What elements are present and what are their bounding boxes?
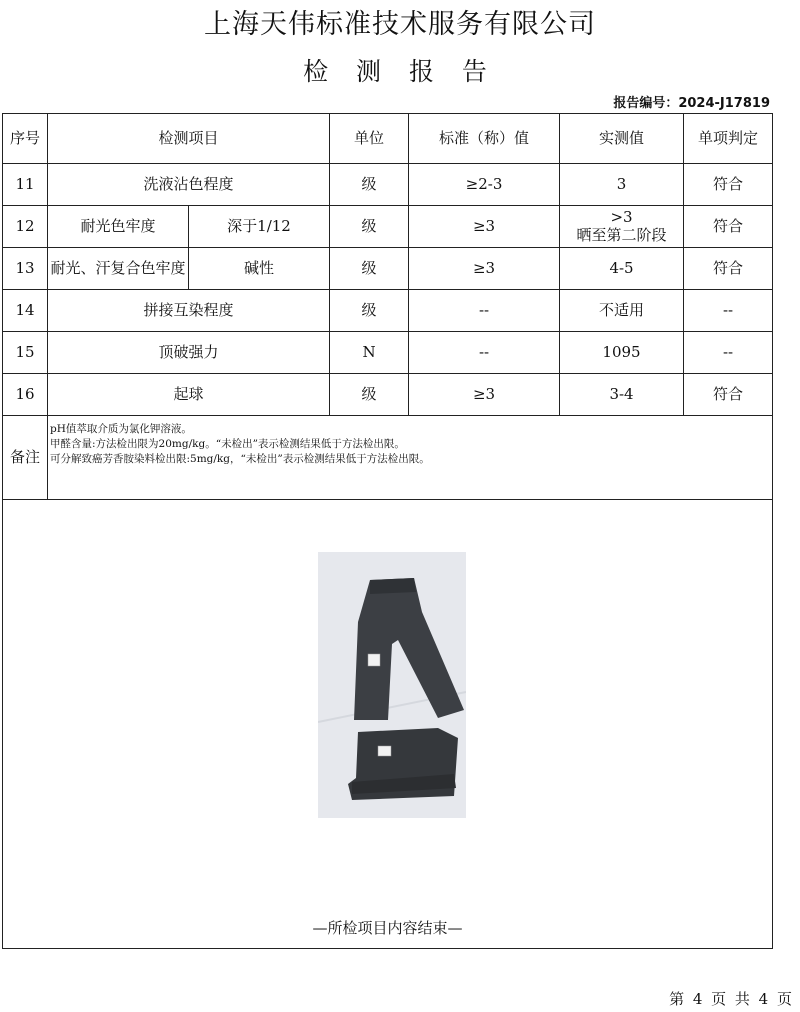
results-table bbox=[2, 113, 773, 949]
table-row bbox=[3, 164, 773, 206]
row-unit: 级 bbox=[330, 290, 409, 332]
row-unit: N bbox=[330, 332, 409, 374]
row-item: 洗液沾色程度 bbox=[48, 164, 330, 206]
row-no: 13 bbox=[3, 248, 48, 290]
row-standard: ≥2-3 bbox=[409, 164, 560, 206]
row-measured: 3-4 bbox=[560, 374, 684, 416]
remark-line: 可分解致癌芳香胺染料检出限:5mg/kg，“未检出”表示检测结果低于方法检出限。 bbox=[50, 453, 430, 466]
row-measured: 3 bbox=[560, 164, 684, 206]
row-subitem: 深于1/12 bbox=[189, 206, 330, 248]
row-item: 耐光色牢度 bbox=[48, 206, 189, 248]
row-measured: >3 bbox=[610, 208, 633, 227]
row-unit: 级 bbox=[330, 206, 409, 248]
row-verdict: 符合 bbox=[684, 248, 773, 290]
row-no: 14 bbox=[3, 290, 48, 332]
column-header-standard: 标准（称）值 bbox=[409, 114, 560, 164]
sample-photo bbox=[318, 552, 466, 818]
photo-cell bbox=[3, 500, 773, 949]
row-standard: ≥3 bbox=[409, 206, 560, 248]
row-unit: 级 bbox=[330, 164, 409, 206]
remarks-label: 备注 bbox=[3, 416, 48, 500]
remarks-text bbox=[48, 416, 773, 500]
row-standard: -- bbox=[409, 290, 560, 332]
row-no: 11 bbox=[3, 164, 48, 206]
row-verdict: 符合 bbox=[684, 374, 773, 416]
row-verdict: -- bbox=[684, 332, 773, 374]
row-measured-note: 晒至第二阶段 bbox=[576, 225, 667, 244]
column-header-unit: 单位 bbox=[330, 114, 409, 164]
row-standard: ≥3 bbox=[409, 374, 560, 416]
row-no: 12 bbox=[3, 206, 48, 248]
row-item: 顶破强力 bbox=[48, 332, 330, 374]
remark-line: 甲醛含量:方法检出限为20mg/kg。“未检出”表示检测结果低于方法检出限。 bbox=[50, 438, 405, 451]
row-subitem: 碱性 bbox=[189, 248, 330, 290]
table-row bbox=[3, 374, 773, 416]
column-header-measured: 实测值 bbox=[560, 114, 684, 164]
row-item: 起球 bbox=[48, 374, 330, 416]
row-no: 15 bbox=[3, 332, 48, 374]
row-verdict: 符合 bbox=[684, 164, 773, 206]
row-unit: 级 bbox=[330, 248, 409, 290]
photo-row bbox=[3, 500, 773, 949]
column-header-verdict: 单项判定 bbox=[684, 114, 773, 164]
remark-line: pH值萃取介质为氯化钾溶液。 bbox=[50, 423, 192, 435]
column-header-item: 检测项目 bbox=[48, 114, 330, 164]
row-measured-cell bbox=[560, 206, 684, 248]
report-number: 报告编号：2024-J17819 bbox=[613, 96, 770, 111]
row-measured: 不适用 bbox=[560, 290, 684, 332]
row-item: 耐光、汗复合色牢度 bbox=[48, 248, 189, 290]
remarks-row bbox=[3, 416, 773, 500]
row-measured: 1095 bbox=[560, 332, 684, 374]
table-row bbox=[3, 332, 773, 374]
row-verdict: 符合 bbox=[684, 206, 773, 248]
company-name: 上海天伟标准技术服务有限公司 bbox=[204, 9, 596, 40]
table-header-row bbox=[3, 114, 773, 164]
page-number: 第 4 页 共 4 页 bbox=[669, 990, 794, 1008]
row-measured: 4-5 bbox=[560, 248, 684, 290]
end-of-items: —所检项目内容结束— bbox=[312, 919, 463, 937]
row-standard: ≥3 bbox=[409, 248, 560, 290]
column-header-no: 序号 bbox=[3, 114, 48, 164]
table-row bbox=[3, 206, 773, 248]
row-unit: 级 bbox=[330, 374, 409, 416]
document-title: 检 测 报 告 bbox=[303, 57, 497, 86]
row-verdict: -- bbox=[684, 290, 773, 332]
row-no: 16 bbox=[3, 374, 48, 416]
row-item: 拼接互染程度 bbox=[48, 290, 330, 332]
row-standard: -- bbox=[409, 332, 560, 374]
table-row bbox=[3, 290, 773, 332]
table-row bbox=[3, 248, 773, 290]
